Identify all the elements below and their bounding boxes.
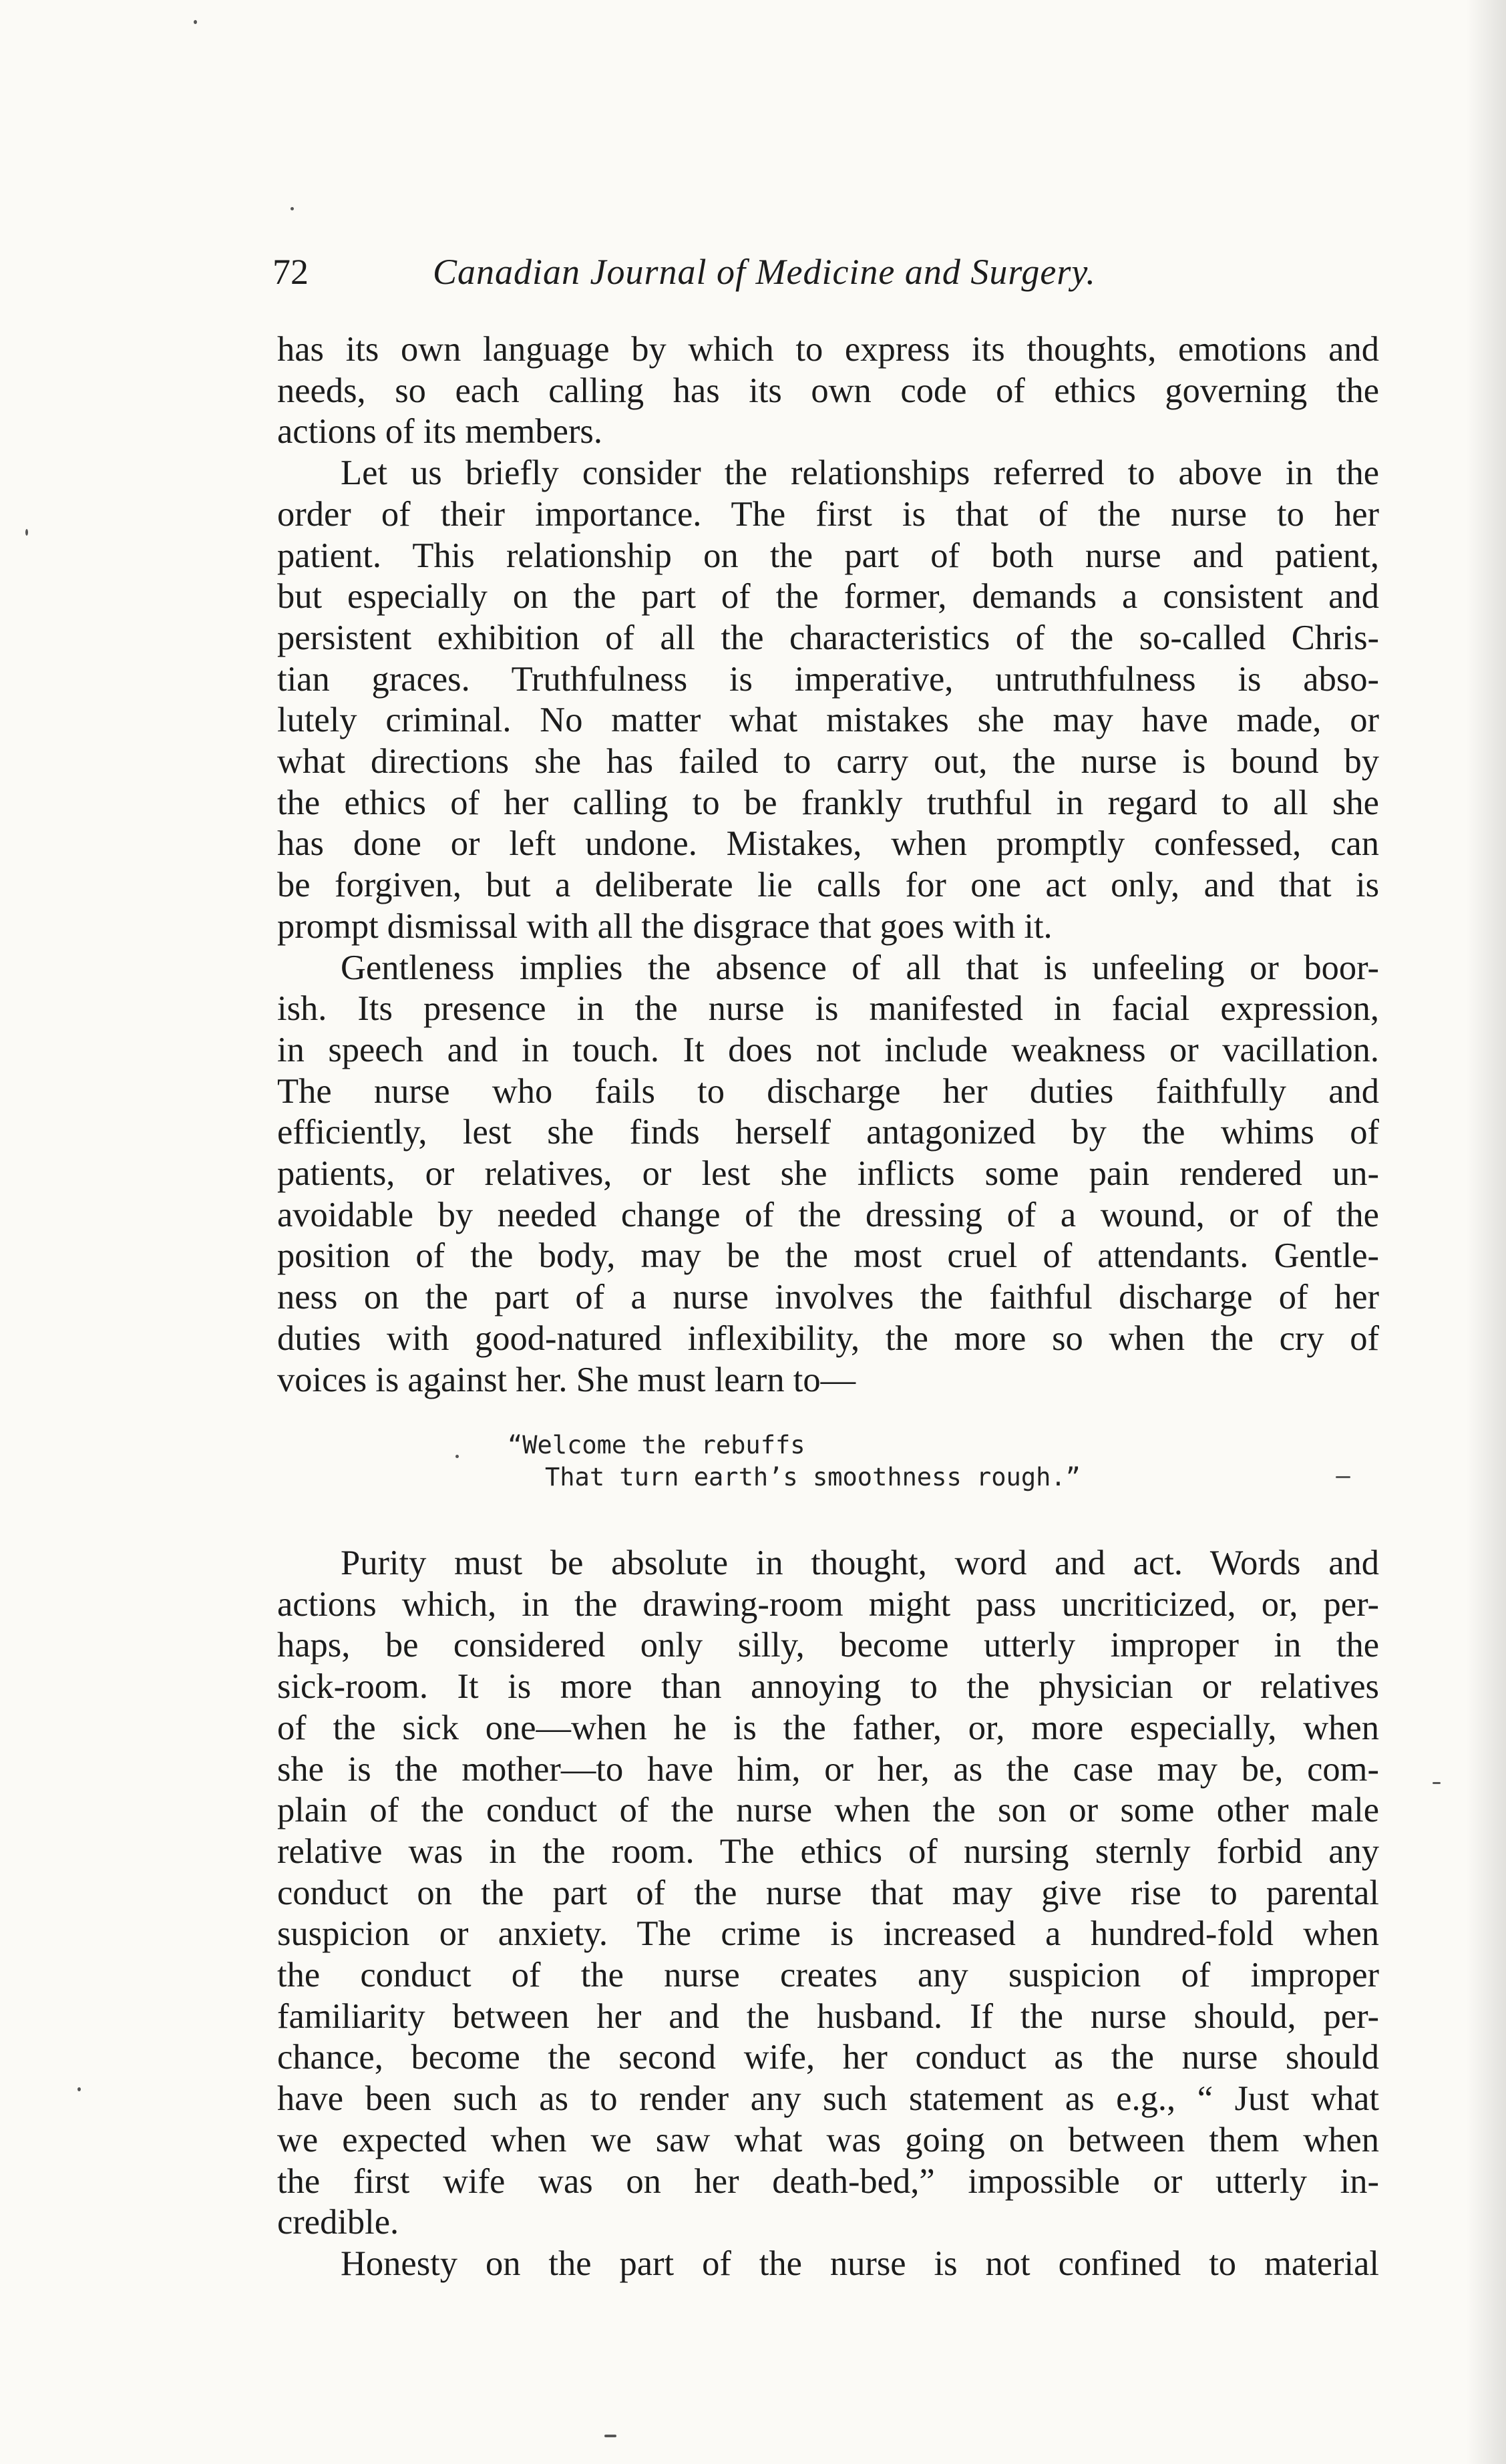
scan-speck bbox=[25, 529, 28, 536]
text-line: Purity must be absolute in thought, word and act. Words and bbox=[341, 1544, 1379, 1582]
text-line: familiarity between her and the husband. If the nurse should, per- bbox=[277, 1996, 1379, 2036]
scan-speck bbox=[455, 1455, 459, 1458]
scan-speck bbox=[1336, 1476, 1350, 1478]
running-header bbox=[272, 248, 1381, 295]
text-line: needs, so each calling has its own code of ethics governing the bbox=[277, 371, 1379, 410]
body-text-block-2 bbox=[277, 1543, 1379, 2285]
text-line: efficiently, lest she finds herself antagonized by the whims of bbox=[277, 1113, 1379, 1152]
scan-speck bbox=[194, 20, 197, 24]
text-line: haps, be considered only silly, become utterly improper in the bbox=[277, 1626, 1379, 1665]
text-line: patients, or relatives, or lest she inflicts some pain rendered un- bbox=[277, 1154, 1379, 1194]
text-line: credible. bbox=[277, 2203, 399, 2242]
text-line: what directions she has failed to carry out, the nurse is bound by bbox=[277, 742, 1379, 781]
text-line: order of their importance. The first is that of the nurse to her bbox=[277, 494, 1379, 534]
text-line: chance, become the second wife, her conduct as the nurse should bbox=[277, 2038, 1379, 2077]
text-line: has done or left undone. Mistakes, when promptly confessed, can bbox=[277, 824, 1379, 864]
text-line: patient. This relationship on the part of both nurse and patient, bbox=[277, 536, 1379, 575]
text-line: persistent exhibition of all the characteristics of the so-called Chris- bbox=[277, 618, 1379, 657]
text-line: prompt dismissal with all the disgrace that goes with it. bbox=[277, 906, 1053, 946]
text-line: avoidable by needed change of the dressing of a wound, or of the bbox=[277, 1195, 1379, 1234]
text-line: she is the mother—to have him, or her, as the case may be, com- bbox=[277, 1749, 1379, 1789]
text-line: position of the body, may be the most cruel of attendants. Gentle- bbox=[277, 1236, 1379, 1276]
scan-speck bbox=[291, 207, 294, 210]
text-line: voices is against her. She must learn to— bbox=[277, 1360, 856, 1399]
text-line: Let us briefly consider the relationships referred to above in the bbox=[341, 454, 1379, 493]
quote-line-1: “Welcome the rebuffs bbox=[508, 1431, 805, 1459]
scan-speck bbox=[1433, 1782, 1441, 1784]
text-line: the ethics of her calling to be frankly truthful in regard to all she bbox=[277, 783, 1379, 822]
text-line: have been such as to render any such statement as e.g., “ Just what bbox=[277, 2079, 1379, 2119]
quote-line-2: That turn earth’s smoothness rough.” bbox=[545, 1463, 1081, 1491]
text-line: the first wife was on her death-bed,” impossible or utterly in- bbox=[277, 2161, 1379, 2201]
page-number: 72 bbox=[272, 252, 309, 292]
text-line: relative was in the room. The ethics of nursing sternly forbid any bbox=[277, 1831, 1379, 1871]
text-line: but especially on the part of the former, demands a consistent and bbox=[277, 577, 1379, 617]
scan-speck bbox=[604, 2435, 616, 2437]
text-line: in speech and in touch. It does not include weakness or vacillation. bbox=[277, 1030, 1379, 1069]
page-edge-shadow bbox=[1466, 0, 1506, 2464]
text-line: The nurse who fails to discharge her duties faithfully and bbox=[277, 1071, 1379, 1111]
text-line: the conduct of the nurse creates any suspicion of improper bbox=[277, 1956, 1379, 1995]
text-line: suspicion or anxiety. The crime is increased a hundred-fold when bbox=[277, 1914, 1379, 1954]
text-line: has its own language by which to express its thoughts, emotions and bbox=[277, 330, 1379, 369]
text-line: duties with good-natured inflexibility, the more so when the cry of bbox=[277, 1318, 1379, 1358]
scan-speck bbox=[77, 2087, 81, 2091]
text-line: be forgiven, but a deliberate lie calls for one act only, and that is bbox=[277, 866, 1379, 905]
body-text-block-1 bbox=[277, 329, 1379, 1401]
text-line: lutely criminal. No matter what mistakes she may have made, or bbox=[277, 701, 1379, 740]
text-line: of the sick one—when he is the father, or, more especially, when bbox=[277, 1708, 1379, 1747]
text-line: plain of the conduct of the nurse when the son or some other male bbox=[277, 1791, 1379, 1830]
text-line: actions of its members. bbox=[277, 412, 602, 452]
text-line: Gentleness implies the absence of all that is unfeeling or boor- bbox=[341, 948, 1379, 987]
text-line: ish. Its presence in the nurse is manifested in facial expression, bbox=[277, 989, 1379, 1029]
text-line: we expected when we saw what was going on between them when bbox=[277, 2120, 1379, 2159]
text-line: conduct on the part of the nurse that may give rise to parental bbox=[277, 1873, 1379, 1912]
text-line: tian graces. Truthfulness is imperative, untruthfulness is abso- bbox=[277, 659, 1379, 699]
text-line: ness on the part of a nurse involves the faithful discharge of her bbox=[277, 1278, 1379, 1317]
text-line: Honesty on the part of the nurse is not confined to material bbox=[341, 2244, 1379, 2283]
journal-title: Canadian Journal of Medicine and Surgery. bbox=[433, 252, 1096, 292]
verse-quotation bbox=[508, 1429, 1081, 1493]
text-line: actions which, in the drawing-room might pass uncriticized, or, per- bbox=[277, 1584, 1379, 1624]
text-line: sick-room. It is more than annoying to the physician or relatives bbox=[277, 1667, 1379, 1707]
